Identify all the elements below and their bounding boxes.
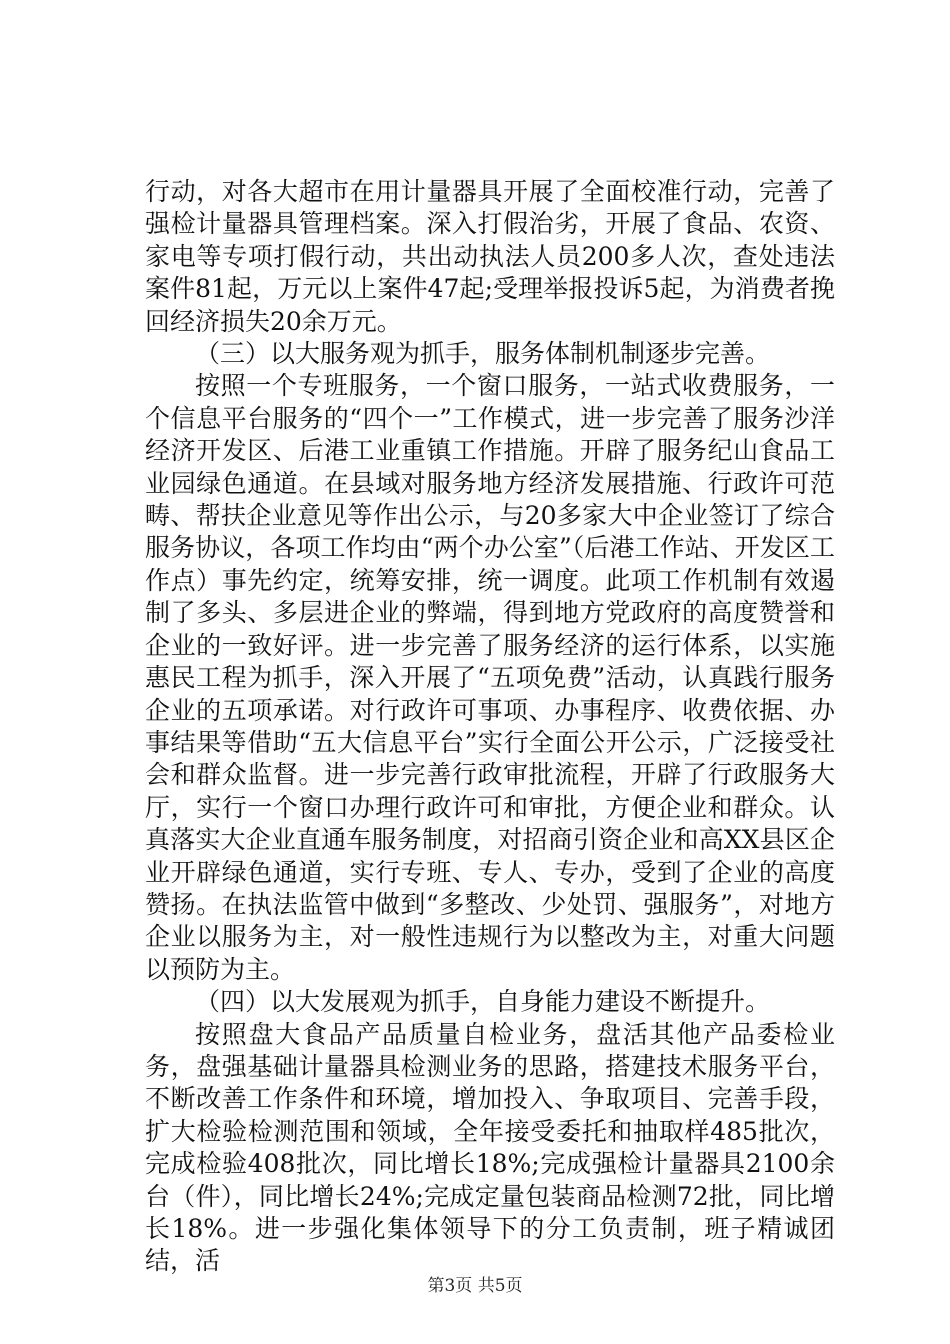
paragraph-capacity-building: 按照盘大食品产品质量自检业务，盘活其他产品委检业务，盘强基础计量器具检测业务的思路，搭建技术服务平台，不断改善工作条件和环境，增加投入、争取项目、完善手段，扩大检验检测范围和领域，全年接受委托和抽取样485批次，完成检验408批次，同比增长18%;完成强检计量器具2100余台（件），同比增长24%;完成定量包装商品检测72批，同比增长18%。进一步强化集体领导下的分工负责制，班子精诚团结，活 bbox=[145, 1019, 835, 1276]
document-body bbox=[145, 176, 835, 1278]
page-footer: 第3页 共5页 bbox=[427, 1276, 523, 1296]
paragraph-service-mechanism: 按照一个专班服务，一个窗口服务，一站式收费服务，一个信息平台服务的“四个一”工作模式，进一步完善了服务沙洋经济开发区、后港工业重镇工作措施。开辟了服务纪山食品工业园绿色通道。在县域对服务地方经济发展措施、行政许可范畴、帮扶企业意见等作出公示，与20多家大中企业签订了综合服务协议，各项工作均由“两个办公室”（后港工作站、开发区工作点）事先约定，统筹安排，统一调度。此项工作机制有效遏制了多头、多层进企业的弊端，得到地方党政府的高度赞誉和企业的一致好评。进一步完善了服务经济的运行体系，以实施惠民工程为抓手，深入开展了“五项免费”活动，认真践行服务企业的五项承诺。对行政许可事项、办事程序、收费依据、办事结果等借助“五大信息平台”实行全面公开公示，广泛接受社会和群众监督。进一步完善行政审批流程，开辟了行政服务大厅，实行一个窗口办理行政许可和审批，方便企业和群众。认真落实大企业直通车服务制度，对招商引资企业和高XX县区企业开辟绿色通道，实行专班、专人、专办，受到了企业的高度赞扬。在执法监管中做到“多整改、少处罚、强服务”，对地方企业以服务为主，对一般性违规行为以整改为主，对重大问题以预防为主。 bbox=[145, 371, 835, 984]
section-heading-3: （三）以大服务观为抓手，服务体制机制逐步完善。 bbox=[195, 339, 771, 369]
section-heading-4: （四）以大发展观为抓手，自身能力建设不断提升。 bbox=[195, 987, 771, 1017]
paragraph-continuation: 行动，对各大超市在用计量器具开展了全面校准行动，完善了强检计量器具管理档案。深入打假治劣，开展了食品、农资、家电等专项打假行动，共出动执法人员200多人次，查处违法案件81起，万元以上案件47起;受理举报投诉5起，为消费者挽回经济损失20余万元。 bbox=[145, 177, 835, 336]
